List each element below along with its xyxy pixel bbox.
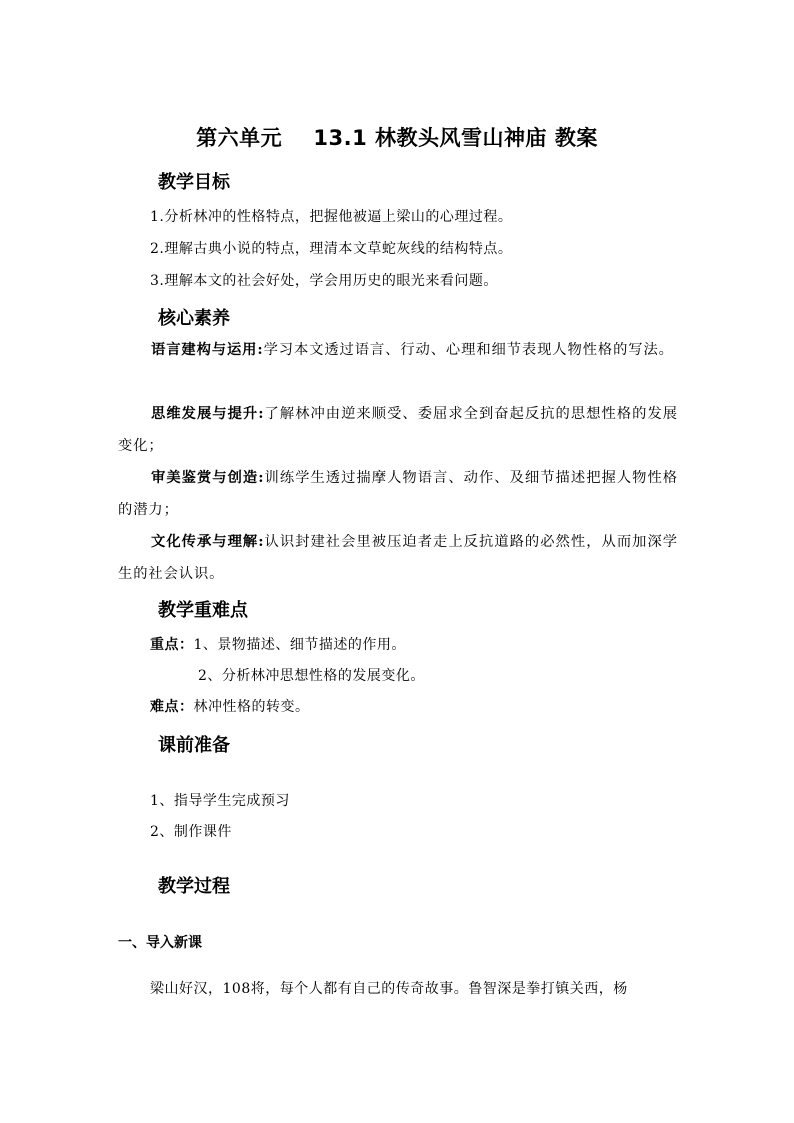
- objectives-heading: 教学目标: [158, 172, 230, 193]
- objective-item-2: 2.理解古典小说的特点，理清本文草蛇灰线的结构特点。: [150, 241, 513, 257]
- core-text: 认识封建社会里被压迫者走上反抗道路的必然性，从而加深学生的社会认识。: [118, 534, 678, 582]
- core-item-culture: [118, 526, 678, 590]
- core-label: 思维发展与提升:: [151, 406, 265, 422]
- prep-item-2: 2、制作课件: [150, 824, 232, 840]
- key-point-2: 2、分析林冲思想性格的发展变化。: [198, 668, 425, 684]
- difficult-text: 林冲性格的转变。: [193, 699, 310, 715]
- difficult-point: [150, 696, 310, 716]
- key-text: 1、景物描述、细节描述的作用。: [193, 637, 406, 653]
- prep-item-1: 1、指导学生完成预习: [150, 793, 290, 809]
- core-heading: 核心素养: [158, 308, 230, 329]
- page-title: 第六单元 13.1 林教头风雪山神庙 教案: [196, 126, 598, 150]
- process-heading: 教学过程: [158, 876, 230, 897]
- intro-paragraph: 梁山好汉，108将，每个人都有自己的传奇故事。鲁智深是拳打镇关西，杨: [150, 981, 628, 997]
- core-label: 文化传承与理解:: [151, 534, 265, 550]
- prep-heading: 课前准备: [158, 735, 230, 756]
- keypoints-heading: 教学重难点: [158, 600, 248, 621]
- core-text: 训练学生透过揣摩人物语言、动作、及细节描述把握人物性格的潜力；: [118, 470, 678, 518]
- core-item-aesthetic: [118, 462, 678, 526]
- core-label: 语言建构与运用:: [151, 342, 264, 358]
- objective-item-1: 1.分析林冲的性格特点，把握他被逼上梁山的心理过程。: [150, 209, 513, 225]
- core-item-language: [118, 334, 678, 366]
- core-item-thinking: [118, 398, 678, 462]
- key-label: 重点：: [150, 637, 194, 653]
- section-intro-heading: 一、导入新课: [118, 935, 202, 951]
- core-text: 学习本文透过语言、行动、心理和细节表现人物性格的写法。: [263, 342, 674, 358]
- difficult-label: 难点：: [150, 699, 194, 715]
- core-label: 审美鉴赏与创造:: [151, 470, 265, 486]
- core-text: 了解林冲由逆来顺受、委屈求全到奋起反抗的思想性格的发展变化；: [118, 406, 678, 454]
- objective-item-3: 3.理解本文的社会好处，学会用历史的眼光来看问题。: [150, 273, 498, 289]
- key-point-1: [150, 634, 406, 654]
